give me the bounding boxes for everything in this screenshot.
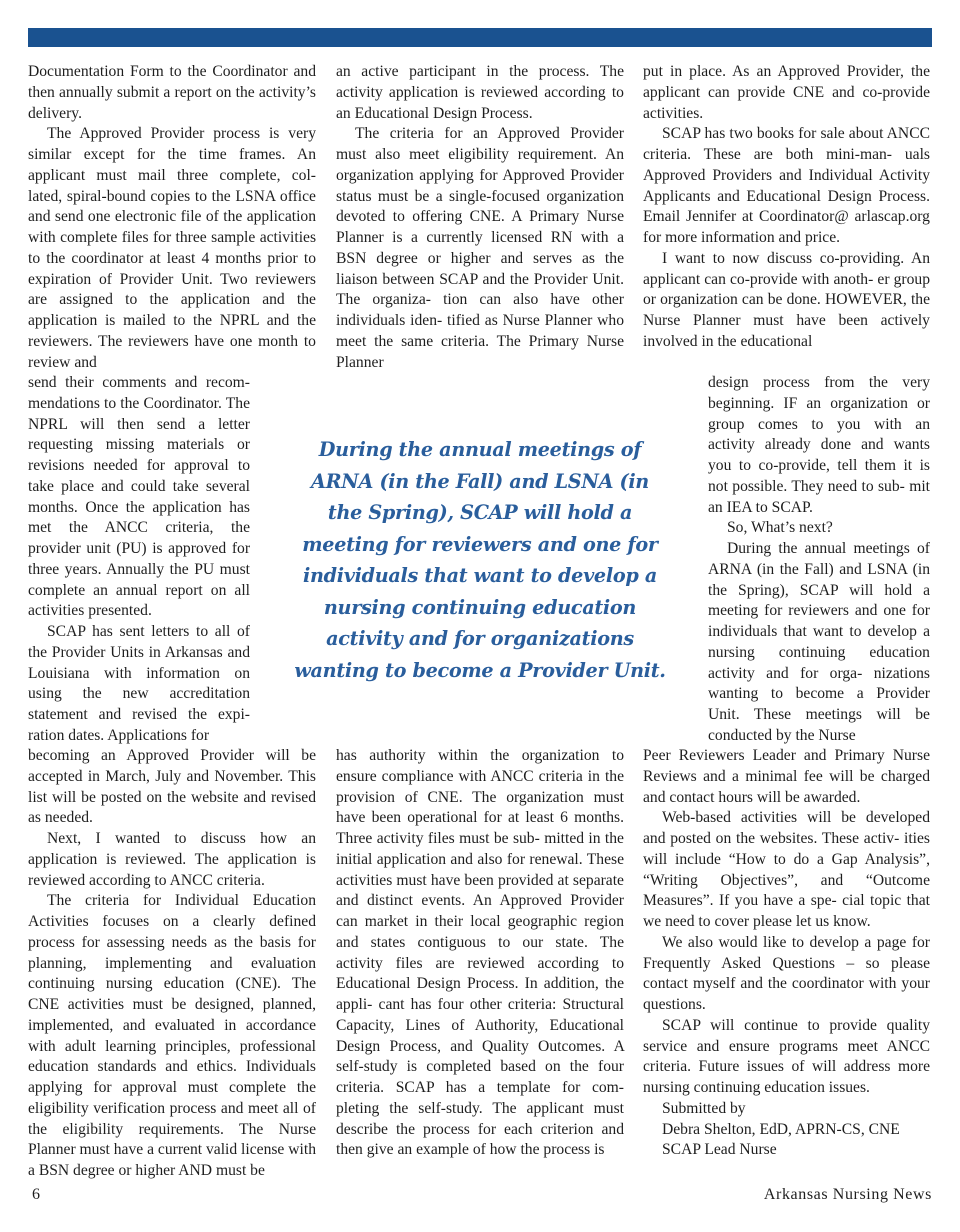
- text-line: been provided at separate and distinct: [336, 871, 624, 910]
- text-line: Provider Unit. These meetings: [708, 685, 930, 723]
- text-line: for Frequently Asked Questions – so please: [643, 933, 930, 972]
- text-line: continuing nursing education (CNE). The: [28, 975, 316, 993]
- text-line: us know.: [815, 913, 871, 930]
- text-line: statement and revised the expi-: [28, 706, 250, 723]
- col1-narrow-block: [28, 373, 250, 747]
- text-line: Web-based activities will be developed: [662, 809, 930, 827]
- text-line: with a BSN degree or higher AND must be: [28, 1141, 316, 1179]
- col2-paragraph: [336, 124, 624, 373]
- col1-paragraph: [28, 829, 316, 891]
- text-line: service and ensure programs meet ANCC: [643, 1037, 930, 1055]
- text-line: months. Three activity files must be sub-: [336, 809, 624, 847]
- text-line: same criteria. The Primary Nurse Planner: [336, 332, 624, 371]
- text-line: price.: [804, 229, 841, 246]
- text-line: revised as needed.: [28, 788, 316, 827]
- text-line: not possible. They need to sub-: [708, 477, 905, 495]
- col1-top-block: [28, 62, 316, 373]
- col3-paragraph: [708, 373, 930, 518]
- col3-paragraph: [643, 62, 930, 124]
- signature-line: Submitted by: [662, 1099, 746, 1117]
- text-line: Design Process, and Quality Outcomes. A: [336, 1037, 624, 1055]
- text-line: application with complete files for three: [28, 208, 316, 246]
- col3-paragraph: [643, 1016, 930, 1099]
- publication-name: Arkansas Nursing News: [763, 1186, 932, 1203]
- text-line: events. An Approved Provider can market: [336, 892, 624, 930]
- text-line: Planner must have a current valid license: [28, 1141, 285, 1159]
- text-line: contiguous to our state. The activity files: [336, 933, 624, 972]
- col3-paragraph: [643, 249, 930, 353]
- text-line: on using the new accreditation: [28, 664, 250, 703]
- text-line: During the annual meetings: [727, 540, 910, 557]
- text-line: will be conducted by the Nurse: [708, 706, 930, 744]
- col3-top-block: [643, 62, 930, 353]
- text-line: The Approved Provider process is very: [47, 125, 316, 143]
- col1-paragraph: [28, 373, 250, 622]
- text-line: The criteria for an Approved Provider: [355, 125, 624, 143]
- col1-paragraph: [28, 746, 316, 829]
- text-line: Next, I wanted to discuss how an: [47, 830, 316, 847]
- text-line: the Provider Units in Arkansas: [28, 643, 223, 661]
- text-line: mit an IEA to SCAP.: [708, 477, 930, 516]
- text-line: Analysis”, “Writing Objectives”, and: [643, 850, 930, 889]
- text-line: lated, spiral-bound copies to the LSNA: [28, 187, 276, 205]
- text-line: to an Educational Design Process.: [336, 83, 624, 122]
- text-line: Reviews and a minimal fee will be charged: [643, 767, 930, 785]
- text-line: send their comments and recom-: [28, 374, 250, 391]
- text-line: cial topic that we need to cover please let: [643, 892, 930, 930]
- text-line: for renewal. These activities must have: [336, 850, 624, 889]
- text-line: take place and could take several: [28, 477, 250, 495]
- text-line: criteria. Future issues of will address more: [643, 1058, 930, 1076]
- text-line: a meeting for reviewers and: [708, 581, 931, 620]
- col2-paragraph: [336, 62, 624, 124]
- text-line: becoming an Approved Provider will be: [28, 747, 316, 764]
- text-line: self-study is completed based on the four: [336, 1058, 624, 1076]
- text-line: must also meet eligibility requirement.: [336, 146, 597, 163]
- text-line: An applicant can co-provide with anoth-: [643, 249, 930, 288]
- text-line: of ARNA (in the Fall) and LSNA: [708, 540, 930, 578]
- text-line: similar except for the time frames. An: [28, 146, 316, 163]
- text-line: nursing continuing education issues.: [643, 1079, 870, 1096]
- text-line: put in place. As an Approved Provider, the: [643, 63, 930, 80]
- text-line: ANCC criteria. These are both mini-man-: [643, 125, 930, 163]
- text-line: Activities focuses on a clearly defined: [28, 913, 316, 930]
- text-line: reviewers have one month to review and: [28, 332, 316, 371]
- text-line: activity already done and wants: [708, 436, 930, 454]
- text-line: has met the ANCC criteria, the: [28, 498, 251, 537]
- text-line: mendations to the Coordinator.: [28, 394, 222, 412]
- text-line: and contact hours will be awarded.: [643, 788, 861, 806]
- col3-bottom-block: [643, 746, 930, 1161]
- text-line: organization devoted to offering CNE.: [336, 187, 624, 226]
- text-line: The criteria for Individual Education: [47, 892, 316, 910]
- text-line: or group comes to you with an: [708, 394, 930, 433]
- text-line: the provision of CNE. The organization: [336, 767, 624, 806]
- col1-bottom-block: [28, 746, 316, 1182]
- text-line: contact myself and the coordinator with: [643, 975, 897, 993]
- text-line: office and send one electronic file of the: [28, 187, 316, 226]
- text-line: applicant must mail three complete, col-: [28, 166, 316, 184]
- text-line: Documentation Form to the Coordinator: [28, 63, 288, 80]
- pull-quote: During the annual meetings of ARNA (in the Fall) and LSNA (in the Spring), SCAP will hold a meeting for reviewers and one for individuals that want to develop a nursing continuing education activity and for organizations wanting to become a Provider Unit.: [294, 438, 666, 682]
- text-line: (in the Spring), SCAP will hold: [708, 560, 930, 599]
- col1-paragraph: [28, 891, 316, 1182]
- text-line: CNE activities must be designed, planned,: [28, 996, 316, 1013]
- text-line: and posted on the websites. These activ-: [643, 830, 900, 847]
- page-number: 6: [32, 1186, 40, 1203]
- text-line: We also would like to develop a page: [662, 933, 907, 951]
- col2-top-block: [336, 62, 624, 373]
- text-line: Process. Email Jennifer at Coordinator@: [643, 187, 930, 226]
- text-line: Unit. Two reviewers are assigned to the: [28, 270, 316, 309]
- text-line: er group or organization can be done.: [643, 270, 930, 309]
- text-line: in their local geographic region and states: [336, 913, 624, 951]
- text-line: of the eligibility requirements. The Nurse: [28, 1099, 316, 1138]
- text-line: process for assessing needs as the basis for: [28, 933, 316, 951]
- col3-paragraph: [643, 746, 930, 808]
- text-line: must have been operational for at least 6: [336, 788, 624, 827]
- text-line: describe the process for each criterion and: [336, 1120, 624, 1138]
- text-line: SCAP will continue to provide quality: [662, 1016, 930, 1034]
- text-line: An organization applying for Approved: [336, 146, 625, 184]
- text-line: cant has four other criteria: Structural: [378, 996, 624, 1013]
- text-line: ensure compliance with ANCC criteria in: [336, 767, 600, 785]
- text-line: Capacity, Lines of Authority, Educational: [336, 1016, 624, 1034]
- col3-narrow-block: [708, 373, 930, 747]
- text-line: I want to now discuss co-providing.: [662, 249, 905, 267]
- text-line: application is reviewed. The application is: [28, 850, 316, 868]
- text-line: to the NPRL and the reviewers. The: [28, 312, 316, 350]
- col1-paragraph: [28, 62, 316, 124]
- text-line: you to co-provide, tell them it is: [708, 457, 930, 474]
- text-line: and the Provider Unit. The organiza-: [336, 270, 624, 309]
- text-line: licensed RN with a BSN degree or higher: [336, 229, 625, 267]
- text-line: has authority within the organization to: [336, 747, 624, 764]
- col1-paragraph: [28, 622, 250, 747]
- text-line: 4 months prior to expiration of Provider: [28, 249, 316, 288]
- text-line: activities.: [643, 104, 704, 122]
- text-line: are reviewed according to Educational: [336, 954, 624, 993]
- text-line: provider unit (PU) is approved: [28, 540, 227, 557]
- text-line: activity’s delivery.: [28, 83, 316, 122]
- text-line: with adult learning principles, professional: [28, 1037, 316, 1055]
- col1-paragraph: [28, 124, 316, 373]
- col3-paragraph: [643, 933, 930, 1016]
- text-line: months. Once the application: [28, 498, 222, 516]
- col3-paragraph: [643, 808, 930, 933]
- text-line: tion can also have other individuals iden-: [336, 291, 624, 329]
- text-line: must complete an annual report: [28, 560, 250, 599]
- text-line: tified as Nurse Planner who meet the: [336, 312, 624, 350]
- col3-paragraph: [708, 539, 930, 747]
- text-line: activity application is reviewed according: [336, 83, 606, 101]
- header-color-bar: [28, 28, 932, 47]
- text-line: sample activities to the coordinator at least: [28, 229, 317, 267]
- text-line: an active participant in the process. The: [336, 63, 624, 80]
- text-line: arlascap.org for more information and: [643, 208, 930, 246]
- text-line: “Outcome Measures”. If you have a spe-: [643, 871, 930, 910]
- text-line: beginning. IF an organization: [708, 394, 908, 412]
- text-line: Activity Applicants and Educational Design: [643, 166, 930, 205]
- text-line: accepted in March, July and November.: [28, 767, 284, 785]
- text-line: implemented, and evaluated in accordance: [28, 1016, 316, 1034]
- signature-line: Debra Shelton, EdD, APRN-CS, CNE: [662, 1120, 900, 1138]
- col3-subheading: So, What’s next?: [727, 519, 833, 537]
- text-line: one for individuals that want: [708, 602, 930, 640]
- text-line: on all activities presented.: [28, 581, 250, 620]
- text-line: requesting missing materials or: [28, 436, 250, 454]
- text-line: then give an example of how the process is: [336, 1141, 605, 1159]
- col3-paragraph: [643, 124, 930, 249]
- text-line: HOWEVER, the Nurse Planner must have: [643, 291, 930, 329]
- text-line: This list will be posted on the website and: [28, 767, 316, 806]
- text-line: The NPRL will then send a letter: [28, 394, 250, 433]
- text-line: reviewed according to ANCC criteria.: [28, 871, 265, 889]
- text-line: planning, implementing and evaluation: [28, 954, 316, 972]
- text-line: education activity and for orga-: [708, 643, 930, 682]
- text-line: mitted in the initial application and also: [336, 830, 624, 868]
- text-line: Peer Reviewers Leader and Primary Nurse: [643, 747, 930, 764]
- text-line: applicant can provide CNE and co-provide: [643, 83, 930, 101]
- text-line: and then annually submit a report on the: [28, 63, 316, 101]
- text-line: and Louisiana with information: [28, 643, 250, 682]
- text-line: nizations wanting to become a: [708, 664, 930, 703]
- text-line: to develop a nursing continuing: [708, 623, 931, 661]
- text-line: SCAP has sent letters to all of: [47, 623, 250, 640]
- text-line: for three years. Annually the PU: [28, 540, 251, 578]
- text-line: and serves as the liaison between SCAP: [336, 249, 624, 288]
- text-line: Provider status must be a single-focused: [336, 166, 624, 205]
- text-line: applying for approval must complete the: [28, 1079, 316, 1096]
- text-line: Design Process. In addition, the appli-: [336, 975, 624, 1013]
- col2-bottom-block: [336, 746, 624, 1161]
- text-line: SCAP has two books for sale about: [662, 125, 884, 143]
- text-line: your questions.: [643, 975, 930, 1013]
- text-line: ities will include “How to do a Gap: [643, 830, 931, 868]
- text-line: A Primary Nurse Planner is a currently: [336, 208, 624, 246]
- text-line: application and the application is mailed: [28, 291, 316, 329]
- signature-line: SCAP Lead Nurse: [662, 1141, 777, 1159]
- text-line: uals Approved Providers and Individual: [643, 146, 930, 184]
- text-line: criteria. SCAP has a template for com-: [336, 1079, 624, 1096]
- text-line: design process from the very: [708, 374, 930, 391]
- text-line: pleting the self-study. The applicant must: [336, 1099, 624, 1117]
- text-line: been actively involved in the educational: [643, 312, 930, 350]
- col2-paragraph: [336, 746, 624, 1161]
- text-line: ration dates. Applications for: [28, 726, 210, 744]
- text-line: education standards and ethics. Individuals: [28, 1058, 316, 1076]
- text-line: eligibility verification process and meet all: [28, 1099, 299, 1117]
- text-line: revisions needed for approval to: [28, 457, 250, 474]
